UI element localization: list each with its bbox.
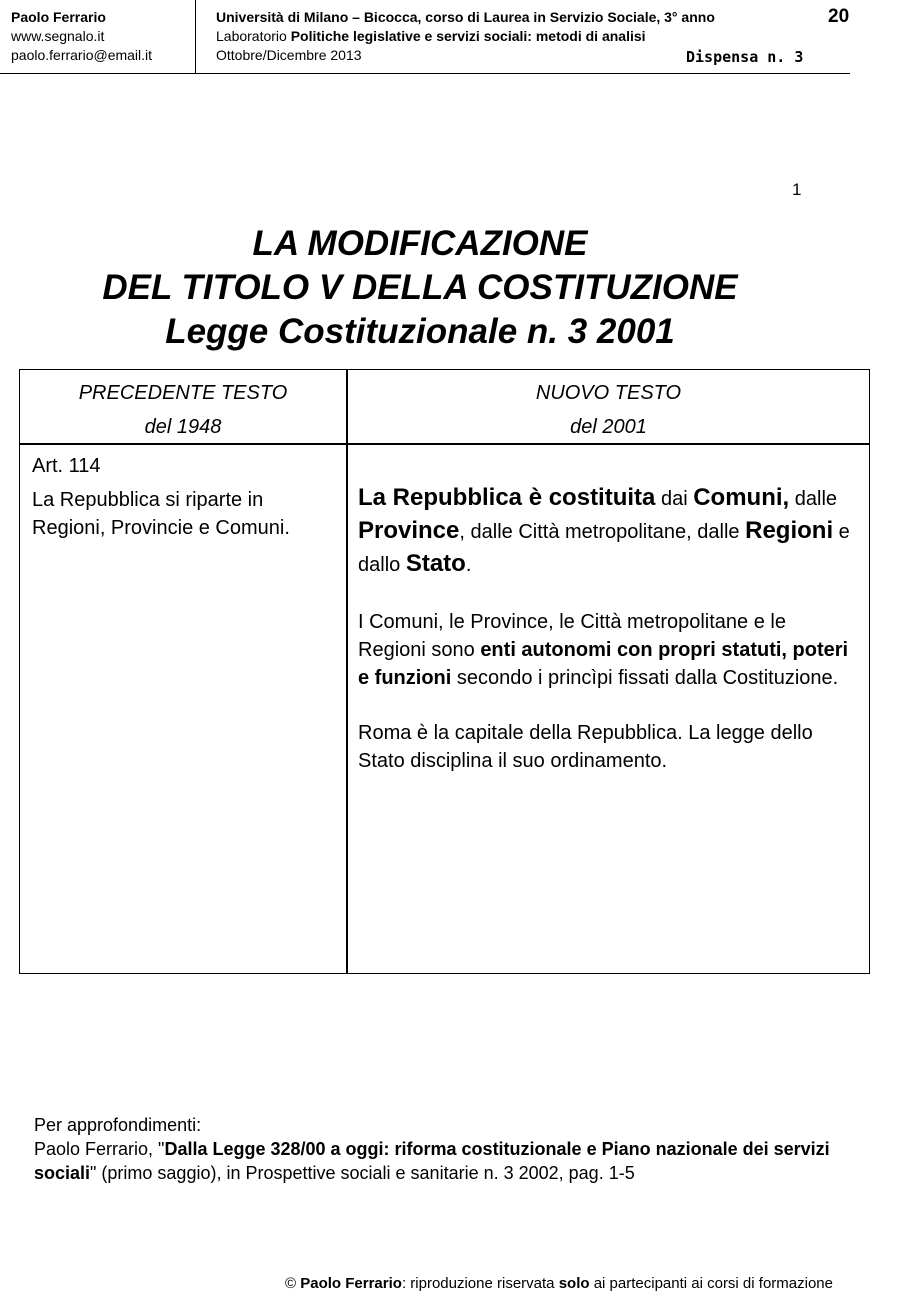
header-lab-title: Politiche legislative e servizi sociali: metodi di analisi xyxy=(290,28,646,44)
new-header-line-1: NUOVO TESTO xyxy=(535,382,682,404)
emph-enti-autonomi: enti autonomi con propri statuti, poteri e funzioni xyxy=(358,639,849,689)
title-line-3: Legge Costituzionale n. 3 2001 xyxy=(165,312,675,351)
new-paragraph-3: Roma è la capitale della Repubblica. La legge dello Stato disciplina il suo ordinamento. xyxy=(358,722,813,772)
copyright-notice xyxy=(285,1275,833,1292)
text-run: . xyxy=(465,554,472,576)
header-author: Paolo Ferrario xyxy=(11,9,106,25)
old-header-line-1: PRECEDENTE TESTO xyxy=(78,382,288,404)
copyright-solo: solo xyxy=(558,1275,590,1292)
further-reading-note xyxy=(34,1113,874,1185)
title-line-1: LA MODIFICAZIONE xyxy=(252,224,588,263)
text-run: ai partecipanti ai corsi di formazione xyxy=(589,1275,833,1292)
text-run: : riproduzione riservata xyxy=(401,1275,559,1292)
title-line-2: DEL TITOLO V DELLA COSTITUZIONE xyxy=(102,268,738,307)
new-paragraph-1 xyxy=(358,482,858,581)
emph-stato: Stato xyxy=(405,550,466,577)
emph-province: Province xyxy=(358,517,460,544)
copyright-symbol: © xyxy=(285,1275,301,1292)
text-run: " (primo saggio), in Prospettive sociali e sanitarie n. 3 2002, pag. 1-5 xyxy=(90,1163,635,1183)
new-text-cell xyxy=(358,482,858,802)
header-course-line: Università di Milano – Bicocca, corso di Laurea in Servizio Sociale, 3° anno xyxy=(216,9,715,25)
emph-repubblica: La Repubblica è costituita xyxy=(358,484,656,511)
copyright-author: Paolo Ferrario xyxy=(300,1275,402,1292)
header-divider-vertical xyxy=(195,0,196,73)
text-run: , dalle Città metropolitane, dalle xyxy=(459,521,746,543)
old-article-text: La Repubblica si riparte in Regioni, Provincie e Comuni. xyxy=(32,489,290,539)
header-website: www.segnalo.it xyxy=(11,28,105,44)
old-header-line-2: del 1948 xyxy=(144,416,222,438)
text-run: e dallo xyxy=(358,521,850,576)
text-run: dalle xyxy=(789,488,838,510)
note-reference xyxy=(34,1137,874,1185)
reference-title: Dalla Legge 328/00 a oggi: riforma costituzionale e Piano nazionale dei servizi sociali xyxy=(34,1139,830,1183)
text-run: Paolo Ferrario, " xyxy=(34,1139,165,1159)
header-email: paolo.ferrario@email.it xyxy=(11,47,153,63)
text-run: , xyxy=(782,484,790,511)
new-header-line-2: del 2001 xyxy=(570,416,647,438)
text-run: I Comuni, le Province, le Città metropolitane e le Regioni sono xyxy=(358,611,786,661)
old-text-cell xyxy=(32,452,342,542)
new-paragraph-2 xyxy=(358,608,858,692)
emph-regioni: Regioni xyxy=(745,517,834,544)
old-article-number: Art. 114 xyxy=(32,455,101,477)
header-divider-horizontal xyxy=(0,73,850,74)
header-period: Ottobre/Dicembre 2013 xyxy=(216,47,362,63)
page-title xyxy=(20,222,820,354)
dispensa-label: Dispensa n. 3 xyxy=(686,48,804,66)
text-run: dai xyxy=(655,488,694,510)
comparison-table xyxy=(19,369,870,974)
table-header-new xyxy=(348,376,869,444)
text-run: secondo i princìpi fissati dalla Costituzione. xyxy=(451,667,839,689)
header-lab-prefix: Laboratorio xyxy=(216,28,291,44)
note-label: Per approfondimenti: xyxy=(34,1115,202,1135)
page-number: 20 xyxy=(828,6,850,27)
table-column-divider xyxy=(346,370,348,973)
header-lab-line xyxy=(216,27,715,46)
header-course-block xyxy=(216,8,715,65)
header-author-block xyxy=(11,8,152,65)
emph-comuni: Comuni xyxy=(693,484,783,511)
slide-number: 1 xyxy=(792,180,802,199)
table-header-old xyxy=(20,376,346,444)
